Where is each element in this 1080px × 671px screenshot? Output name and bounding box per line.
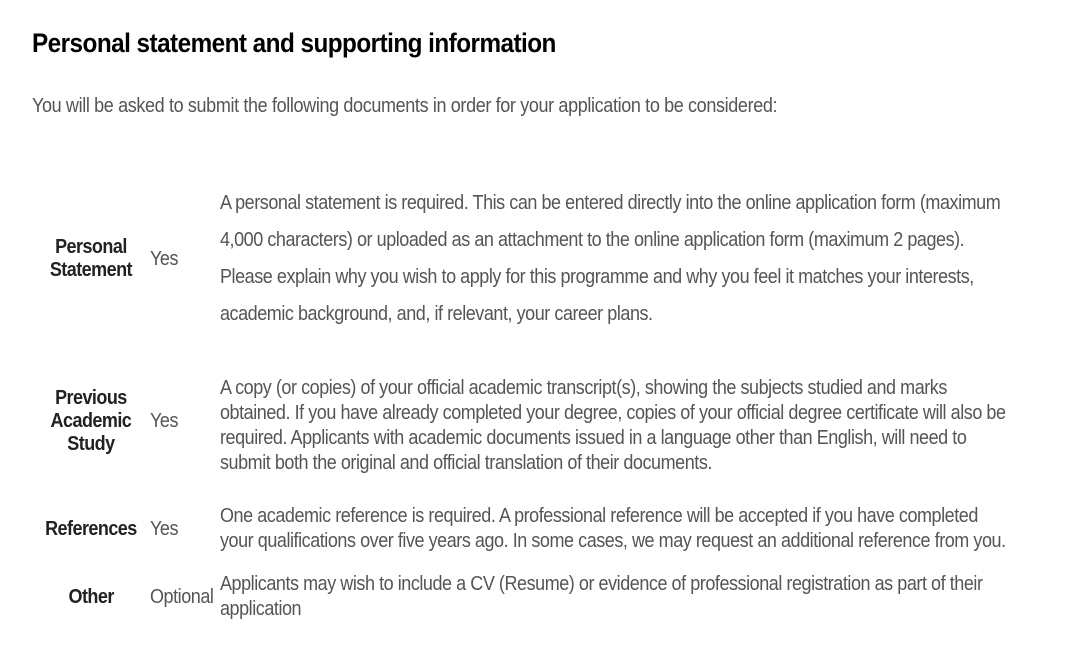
table-row — [40, 356, 1080, 486]
section-title: Personal statement and supporting information — [32, 28, 556, 58]
document-name: Other — [68, 585, 114, 608]
document-description: One academic reference is required. A professional reference will be accepted if you have completed your qualifications over five years ago. In some cases, we may request an additional reference from you. — [220, 505, 1006, 552]
document-name: Personal Statement — [49, 236, 132, 281]
document-description: Applicants may wish to include a CV (Resume) or evidence of professional registration as part of their application — [220, 573, 983, 620]
document-description: A personal statement is required. This can be entered directly into the online application form (maximum 4,000 characters) or uploaded as an attachment to the online application form (maximum 2 pages). Please explain why you wish to apply for this programme and why you feel it matches your interests, academic background, and, if relevant, your career plans. — [220, 192, 1001, 325]
document-requirement: Yes — [149, 517, 178, 540]
table-row — [40, 162, 1080, 356]
documents-table — [40, 162, 1080, 622]
section-intro: You will be asked to submit the following documents in order for your application to be considered: — [32, 95, 778, 117]
document-requirement: Yes — [149, 247, 178, 270]
document-description: A copy (or copies) of your official academic transcript(s), showing the subjects studied and marks obtained. If you have already completed your degree, copies of your official degree certificate will also be required. Applicants with academic documents issued in a language other than English, will need to submit both the original and official translation of their documents. — [220, 377, 1006, 474]
document-name: References — [45, 517, 137, 540]
table-row — [40, 486, 1080, 572]
document-requirement: Yes — [149, 409, 178, 432]
document-requirement: Optional — [149, 585, 214, 608]
table-row — [40, 572, 1080, 622]
document-name: Previous Academic Study — [50, 386, 132, 455]
